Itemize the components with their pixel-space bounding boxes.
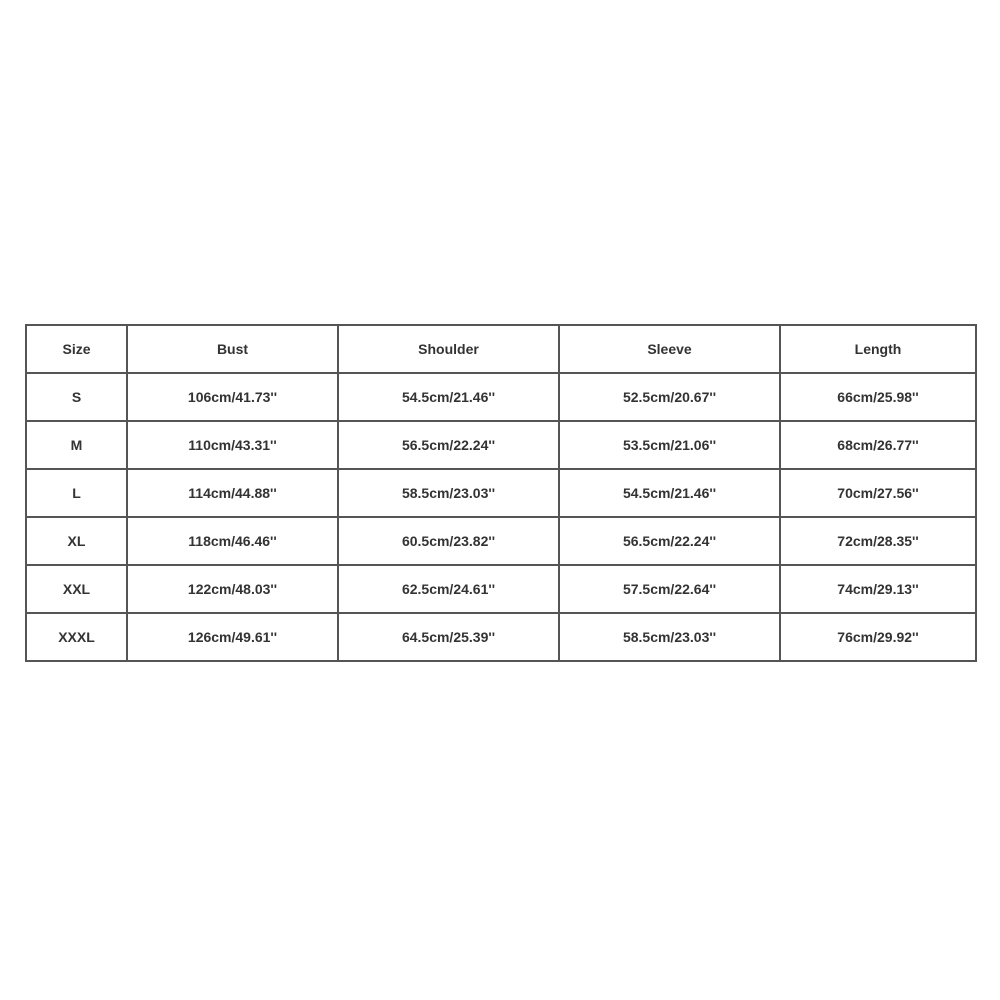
cell-shoulder: 54.5cm/21.46''	[338, 373, 559, 421]
cell-bust: 122cm/48.03''	[127, 565, 338, 613]
cell-shoulder: 64.5cm/25.39''	[338, 613, 559, 661]
cell-length: 66cm/25.98''	[780, 373, 976, 421]
cell-length: 72cm/28.35''	[780, 517, 976, 565]
cell-bust: 118cm/46.46''	[127, 517, 338, 565]
cell-size: M	[26, 421, 127, 469]
cell-bust: 114cm/44.88''	[127, 469, 338, 517]
cell-sleeve: 52.5cm/20.67''	[559, 373, 780, 421]
cell-size: XL	[26, 517, 127, 565]
cell-shoulder: 58.5cm/23.03''	[338, 469, 559, 517]
cell-sleeve: 53.5cm/21.06''	[559, 421, 780, 469]
cell-size: XXL	[26, 565, 127, 613]
cell-sleeve: 57.5cm/22.64''	[559, 565, 780, 613]
cell-bust: 110cm/43.31''	[127, 421, 338, 469]
header-sleeve: Sleeve	[559, 325, 780, 373]
table-header-row	[26, 325, 976, 373]
table-row	[26, 469, 976, 517]
cell-size: L	[26, 469, 127, 517]
cell-size: S	[26, 373, 127, 421]
cell-bust: 126cm/49.61''	[127, 613, 338, 661]
cell-bust: 106cm/41.73''	[127, 373, 338, 421]
header-bust: Bust	[127, 325, 338, 373]
table-row	[26, 613, 976, 661]
cell-length: 70cm/27.56''	[780, 469, 976, 517]
header-shoulder: Shoulder	[338, 325, 559, 373]
cell-shoulder: 60.5cm/23.82''	[338, 517, 559, 565]
size-chart-table	[25, 324, 977, 662]
cell-shoulder: 56.5cm/22.24''	[338, 421, 559, 469]
table-row	[26, 421, 976, 469]
header-length: Length	[780, 325, 976, 373]
cell-size: XXXL	[26, 613, 127, 661]
table-row	[26, 373, 976, 421]
header-size: Size	[26, 325, 127, 373]
cell-sleeve: 54.5cm/21.46''	[559, 469, 780, 517]
table-row	[26, 565, 976, 613]
cell-length: 74cm/29.13''	[780, 565, 976, 613]
cell-sleeve: 56.5cm/22.24''	[559, 517, 780, 565]
table-row	[26, 517, 976, 565]
cell-length: 68cm/26.77''	[780, 421, 976, 469]
cell-length: 76cm/29.92''	[780, 613, 976, 661]
cell-shoulder: 62.5cm/24.61''	[338, 565, 559, 613]
cell-sleeve: 58.5cm/23.03''	[559, 613, 780, 661]
